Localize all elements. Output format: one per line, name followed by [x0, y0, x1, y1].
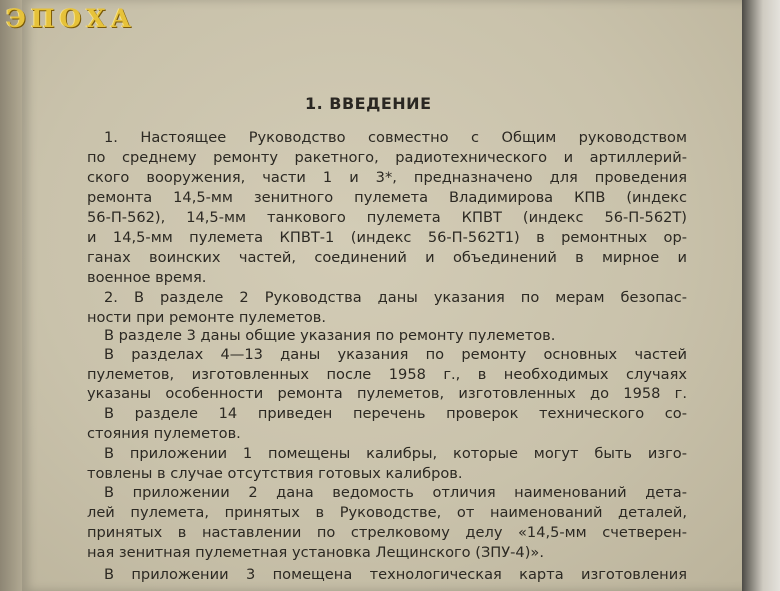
text-line: ганах воинских частей, соединений и объединений в мирное и	[87, 249, 687, 266]
text-line: лей пулемета, принятых в Руководстве, от наименований деталей,	[87, 504, 687, 521]
text-line: ности при ремонте пулеметов.	[87, 309, 327, 326]
section-heading: 1. ВВЕДЕНИЕ	[305, 94, 432, 113]
text-line: стояния пулеметов.	[87, 425, 241, 442]
text-line: В приложении 1 помещены калибры, которые могут быть изго-	[104, 445, 687, 462]
text-line: принятых в наставлении по стрелковому делу «14,5-мм счетверен-	[87, 524, 687, 541]
text-line: указаны особенности ремонта пулеметов, изготовленных до 1958 г.	[87, 385, 687, 402]
text-line: ремонта 14,5-мм зенитного пулемета Владимирова КПВ (индекс	[87, 189, 687, 206]
text-line: и 14,5-мм пулемета КПВТ-1 (индекс 56-П-562Т1) в ремонтных ор-	[87, 229, 687, 246]
text-line: пулеметов, изготовленных после 1958 г., в необходимых случаях	[87, 366, 687, 383]
text-line: В приложении 3 помещена технологическая карта изготовления	[104, 566, 687, 583]
text-line: товлены в случае отсутствия готовых калибров.	[87, 465, 463, 482]
text-line: ная зенитная пулеметная установка Лещинского (ЗПУ-4)».	[87, 544, 544, 561]
text-line: В приложении 2 дана ведомость отличия наименований дета-	[104, 484, 687, 501]
text-line: В разделе 3 даны общие указания по ремонту пулеметов.	[104, 327, 556, 344]
text-line: В разделе 14 приведен перечень проверок технического со-	[104, 405, 687, 422]
text-line: 56-П-562), 14,5-мм танкового пулемета КПВТ (индекс 56-П-562Т)	[87, 209, 687, 226]
text-line: В разделах 4—13 даны указания по ремонту основных частей	[104, 346, 687, 363]
text-line: 2. В разделе 2 Руководства даны указания по мерам безопас-	[104, 289, 687, 306]
text-line: по среднему ремонту ракетного, радиотехнического и артиллерий-	[87, 149, 687, 166]
text-line: 1. Настоящее Руководство совместно с Общим руководством	[104, 129, 687, 146]
text-line: ского вооружения, части 1 и 3*, предназначено для проведения	[87, 169, 687, 186]
text-line: военное время.	[87, 269, 207, 286]
watermark-logo: ЭПОХА	[6, 4, 137, 33]
page-edge-background	[742, 0, 780, 591]
